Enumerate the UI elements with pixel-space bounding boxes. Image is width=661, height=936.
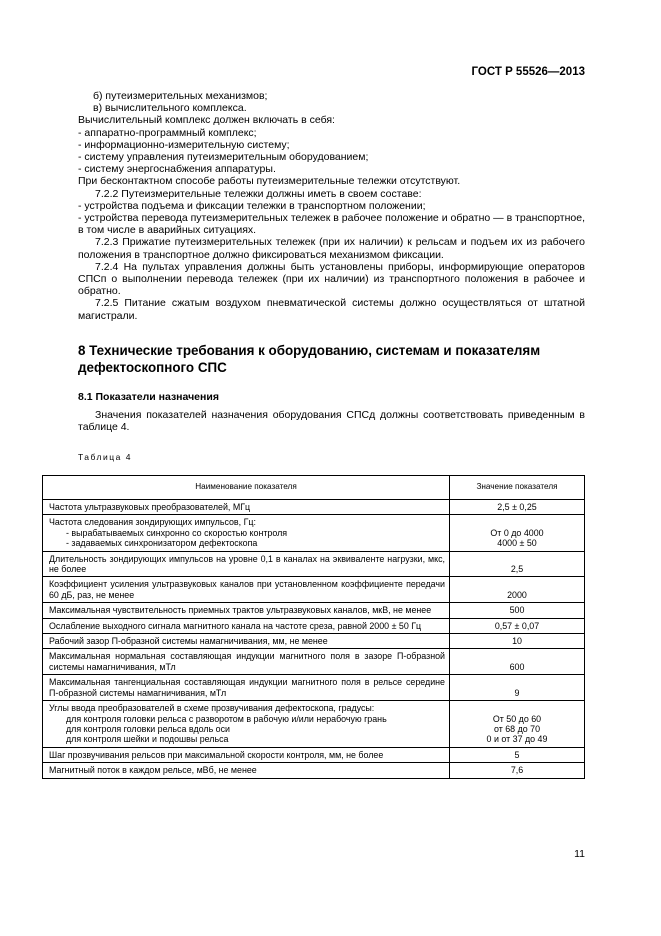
col-header-value: Значение показателя — [450, 476, 585, 500]
page-number: 11 — [574, 848, 585, 860]
indicator-value: 500 — [509, 605, 525, 616]
clause-7-2-2-item: - устройства подъема и фиксации тележки в транспортном положении; — [78, 199, 426, 212]
indicator-name-line: для контроля головки рельса с разворотом в рабочую и/или нерабочую грань — [66, 713, 387, 724]
indicator-name-cell — [43, 701, 450, 748]
indicator-name-line: Углы ввода преобразователей в схеме прозвучивания дефектоскопа, градусы: — [49, 703, 375, 714]
table-row — [43, 634, 585, 649]
clause-7-2-3: 7.2.3 Прижатие путеизмерительных тележек (при их наличии) к рельсам и подъем их из рабочего положения в транспортное должно фиксироваться механизмом фиксации. — [78, 236, 585, 261]
indicator-value-cell — [450, 500, 585, 515]
indicator-value-cell — [450, 701, 585, 748]
indicator-name-line: Магнитный поток в каждом рельсе, мВб, не менее — [49, 765, 257, 776]
table-header-row — [43, 476, 585, 500]
indicator-value: 0,57 ± 0,07 — [494, 620, 540, 631]
indicator-name-line: Ослабление выходного сигнала магнитного канала на частоте среза, равной 2000 ± 50 Гц — [49, 620, 422, 631]
indicator-name-line: Коэффициент усиления ультразвуковых каналов при установленном коэффициенте передачи 60 дБ, раз, не менее — [49, 579, 445, 600]
page-body — [78, 90, 585, 469]
contactless-note: При бесконтактном способе работы путеизмерительные тележки отсутствуют. — [78, 175, 461, 188]
indicator-value-cell — [450, 603, 585, 618]
table-row — [43, 515, 585, 551]
indicator-value: 10 — [512, 636, 522, 647]
clause-7-2-2-item: - устройства перевода путеизмерительных тележек в рабочее положение и обратно — в транспортное, в том числе в аварийных ситуациях. — [78, 212, 585, 237]
indicator-value-cell — [450, 577, 585, 603]
indicator-value: 7,6 — [510, 765, 524, 776]
clause-7-2-2: 7.2.2 Путеизмерительные тележки должны иметь в своем составе: — [95, 187, 422, 200]
clause-8-1-text: Значения показателей назначения оборудования СПСд должны соответствовать приведенным в таблице 4. — [78, 409, 585, 434]
indicator-value: 2,5 ± 0,25 — [497, 502, 537, 512]
indicator-value-cell — [450, 551, 585, 577]
indicator-value: От 50 до 60 — [492, 713, 542, 724]
col-header-name: Наименование показателя — [43, 476, 450, 500]
indicator-name-cell — [43, 551, 450, 577]
indicator-name-cell — [43, 634, 450, 649]
indicator-name-line: Максимальная тангенциальная составляющая индукции магнитного поля в рельсе середине П-образной системы намагничивания, мТл — [49, 677, 445, 698]
indicator-value-cell — [450, 763, 585, 778]
indicator-name-line: Частота следования зондирующих импульсов, Гц: — [49, 517, 256, 528]
table-caption: Таблица 4 — [78, 452, 132, 463]
table-row — [43, 500, 585, 515]
table-row — [43, 675, 585, 701]
section-8-heading: 8 Технические требования к оборудованию, системам и показателям дефектоскопного СПС — [78, 342, 541, 375]
indicator-name-line: Максимальная нормальная составляющая индукции магнитного поля в зазоре П-образной системы намагничивания, мТл — [49, 651, 445, 672]
indicator-value-cell — [450, 675, 585, 701]
table-row — [43, 618, 585, 633]
indicator-value-cell — [450, 618, 585, 633]
calc-item: - систему энергоснабжения аппаратуры. — [78, 163, 276, 176]
indicator-name-line: Частота ультразвуковых преобразователей, МГц — [49, 502, 251, 512]
indicator-name-line: Шаг прозвучивания рельсов при максимальной скорости контроля, мм, не более — [49, 749, 384, 760]
indicator-value: 4000 ± 50 — [497, 538, 537, 549]
indicator-value: 9 — [514, 687, 520, 698]
list-item-b: б) путеизмерительных механизмов; — [93, 90, 268, 102]
indicator-name-cell — [43, 603, 450, 618]
calc-item: - аппаратно-программный комплекс; — [78, 126, 257, 139]
indicator-value: 600 — [509, 661, 525, 672]
indicator-name-line: для контроля головки рельса вдоль оси — [66, 723, 231, 734]
indicator-name-line: Длительность зондирующих импульсов на уровне 0,1 в каналах на эквиваленте нагрузки, мкс, не более — [49, 553, 445, 575]
indicators-table — [42, 475, 585, 779]
table-body — [43, 500, 585, 779]
indicator-value-cell — [450, 515, 585, 551]
table-row — [43, 603, 585, 618]
indicator-name-line: Максимальная чувствительность приемных трактов ультразвуковых каналов, мкВ, не менее — [49, 605, 432, 616]
indicator-name-cell — [43, 500, 450, 515]
indicator-name-cell — [43, 763, 450, 778]
table-row — [43, 649, 585, 675]
table-row — [43, 701, 585, 748]
indicator-value: От 0 до 4000 — [490, 527, 544, 538]
table-row — [43, 551, 585, 577]
indicator-value: 5 — [514, 749, 520, 760]
indicator-name-line: для контроля шейки и подошвы рельса — [66, 734, 229, 745]
clause-7-2-4: 7.2.4 На пультах управления должны быть установлены приборы, информирующие операторов СПСп о выполнении перевода тележек (при их наличии) из транспортного положения в рабочее и обратно. — [78, 260, 585, 298]
indicator-name-cell — [43, 577, 450, 603]
indicator-name-cell — [43, 649, 450, 675]
indicator-value: 2,5 — [510, 564, 524, 575]
indicator-name-line: Рабочий зазор П-образной системы намагничивания, мм, не менее — [49, 636, 328, 647]
calc-item: - информационно-измерительную систему; — [78, 138, 290, 151]
section-8-1-heading: 8.1 Показатели назначения — [78, 390, 219, 403]
clause-7-2-5: 7.2.5 Питание сжатым воздухом пневматической системы должно осуществляться от штатной магистрали. — [78, 297, 585, 322]
table-row — [43, 577, 585, 603]
indicator-name-cell — [43, 515, 450, 551]
indicator-name-line: - задаваемых синхронизатором дефектоскопа — [66, 538, 258, 549]
calc-intro: Вычислительный комплекс должен включать в себя: — [78, 114, 335, 127]
indicator-value-cell — [450, 649, 585, 675]
indicator-name-cell — [43, 747, 450, 762]
document-code: ГОСТ Р 55526—2013 — [471, 66, 585, 78]
table-row — [43, 747, 585, 762]
list-item-v: в) вычислительного комплекса. — [93, 102, 247, 115]
indicator-value: от 68 до 70 — [493, 723, 541, 734]
calc-item: - систему управления путеизмерительным оборудованием; — [78, 151, 369, 164]
indicator-value-cell — [450, 747, 585, 762]
table-row — [43, 763, 585, 778]
indicator-value: 0 и от 37 до 49 — [486, 734, 548, 745]
indicator-name-cell — [43, 618, 450, 633]
indicator-value: 2000 — [507, 589, 527, 600]
indicator-value-cell — [450, 634, 585, 649]
indicator-name-line: - вырабатываемых синхронно со скоростью контроля — [66, 527, 288, 538]
indicator-name-cell — [43, 675, 450, 701]
